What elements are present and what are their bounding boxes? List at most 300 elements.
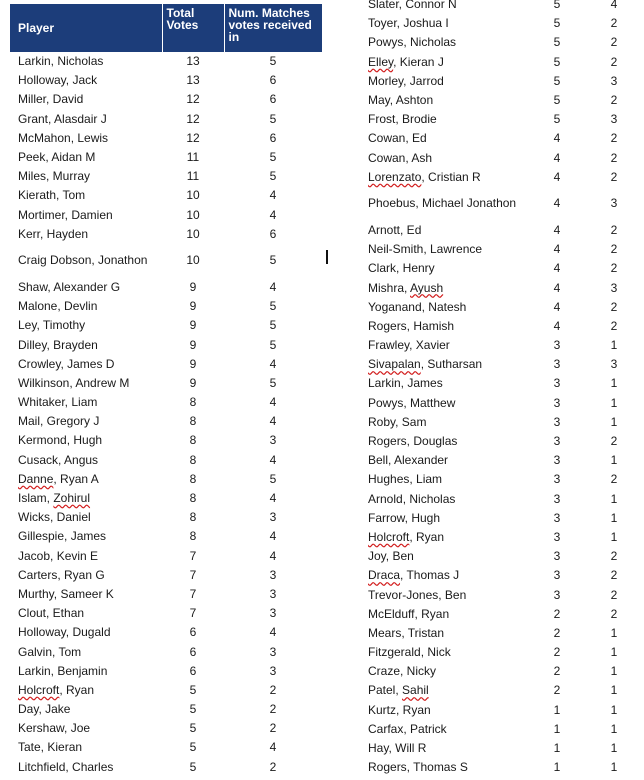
matches-count-cell: 1: [610, 645, 618, 660]
matches-count-cell: 2: [610, 587, 618, 602]
total-votes-cell: 5: [553, 0, 561, 12]
player-column-header: Player: [10, 4, 162, 52]
total-votes-cell: 13: [186, 54, 200, 69]
table-row: [10, 758, 322, 777]
spellcheck-flagged-word: Lorenzato: [368, 169, 422, 184]
total-votes-cell: 3: [553, 395, 561, 410]
total-votes-cell: 2: [553, 645, 561, 660]
table-row: [366, 451, 640, 470]
total-votes-cell: 4: [553, 196, 561, 211]
spellcheck-flagged-word: Holcroft: [368, 529, 410, 544]
total-votes-cell: 8: [189, 471, 197, 486]
table-row: [366, 662, 640, 681]
player-name-cell: Clark, Henry: [368, 261, 435, 276]
table-row: [10, 225, 322, 244]
matches-count-cell: 1: [610, 702, 618, 717]
table-row: [366, 72, 640, 91]
total-votes-cell: 1: [553, 760, 561, 775]
table-row: [10, 700, 322, 719]
total-votes-cell: 1: [553, 721, 561, 736]
table-row: [10, 316, 322, 335]
player-name-cell: Frost, Brodie: [368, 112, 437, 127]
total-votes-cell: 6: [189, 625, 197, 640]
matches-count-cell: 6: [269, 73, 277, 88]
player-name-cell: Kermond, Hugh: [18, 433, 103, 448]
table-row: [366, 739, 640, 758]
total-votes-cell: 5: [553, 54, 561, 69]
player-name-cell: Shaw, Alexander G: [18, 279, 121, 294]
total-votes-cell: 8: [189, 529, 197, 544]
matches-count-cell: 2: [610, 549, 618, 564]
matches-count-cell: 4: [269, 188, 277, 203]
matches-count-cell: 5: [269, 54, 277, 69]
player-name-cell: Peek, Aidan M: [18, 150, 96, 165]
total-votes-cell: 5: [553, 73, 561, 88]
matches-count-cell: 6: [269, 226, 277, 241]
table-row: [366, 110, 640, 129]
spellcheck-flagged-word: Danne: [18, 471, 54, 486]
matches-count-cell: 4: [269, 452, 277, 467]
matches-count-cell: 5: [269, 299, 277, 314]
total-votes-cell: 4: [553, 299, 561, 314]
matches-count-cell: 1: [610, 664, 618, 679]
spellcheck-flagged-word: Draca: [368, 568, 401, 583]
total-votes-column-header: Total Votes: [162, 4, 224, 52]
table-row: [366, 720, 640, 739]
player-name-cell: Powys, Nicholas: [368, 35, 457, 50]
matches-count-cell: 3: [269, 433, 277, 448]
table-row: [366, 470, 640, 489]
player-name-cell: Cowan, Ash: [368, 150, 433, 165]
table-row: [366, 336, 640, 355]
matches-count-cell: 2: [269, 759, 277, 774]
matches-count-cell: 3: [610, 112, 618, 127]
table-row: [10, 642, 322, 661]
player-name-cell: Cowan, Ed: [368, 131, 427, 146]
matches-count-cell: 3: [269, 644, 277, 659]
player-name-cell: Jacob, Kevin E: [18, 548, 99, 563]
total-votes-cell: 6: [189, 644, 197, 659]
matches-column-header: Num. Matches votes received in: [224, 4, 322, 52]
total-votes-cell: 3: [553, 568, 561, 583]
player-name-cell: Kierath, Tom: [18, 188, 86, 203]
table-row: [10, 52, 322, 71]
player-name-cell: Phoebus, Michael Jonathon: [368, 196, 517, 211]
player-name-cell: Malone, Devlin: [18, 299, 98, 314]
total-votes-cell: 3: [553, 587, 561, 602]
total-votes-cell: 2: [553, 664, 561, 679]
total-votes-cell: 8: [189, 452, 197, 467]
player-name-cell: Slater, Connor N: [368, 0, 457, 12]
total-votes-cell: 10: [186, 253, 200, 268]
matches-count-cell: 5: [269, 471, 277, 486]
player-name-cell: Clout, Ethan: [18, 606, 85, 621]
player-name-cell: Rogers, Thomas S: [368, 760, 468, 775]
table-row: [366, 278, 640, 297]
matches-count-cell: 2: [610, 472, 618, 487]
total-votes-cell: 4: [553, 131, 561, 146]
total-votes-cell: 5: [189, 702, 197, 717]
table-row: [10, 71, 322, 90]
table-row: [366, 298, 640, 317]
table-row: [10, 186, 322, 205]
matches-count-cell: 2: [610, 131, 618, 146]
table-row: [366, 547, 640, 566]
player-name-cell: Farrow, Hugh: [368, 510, 441, 525]
player-name-cell: Mortimer, Damien: [18, 207, 113, 222]
matches-count-cell: 5: [269, 318, 277, 333]
table-row: [10, 431, 322, 450]
matches-count-cell: 2: [610, 54, 618, 69]
table-row: [366, 605, 640, 624]
matches-count-cell: 5: [269, 169, 277, 184]
table-row: [366, 53, 640, 72]
total-votes-cell: 5: [553, 93, 561, 108]
table-row: [10, 566, 322, 585]
table-row: [10, 297, 322, 316]
matches-count-cell: 2: [610, 93, 618, 108]
player-name-cell: Mail, Gregory J: [18, 414, 100, 429]
player-name-cell: Craig Dobson, Jonathon: [18, 253, 148, 268]
table-row: [366, 432, 640, 451]
total-votes-cell: 4: [553, 318, 561, 333]
player-name-cell: Gillespie, James: [18, 529, 107, 544]
player-name-cell: McMahon, Lewis: [18, 130, 109, 145]
player-name-cell: Danne, Ryan A: [18, 471, 99, 486]
total-votes-cell: 5: [553, 16, 561, 31]
player-name-cell: Holcroft, Ryan: [18, 682, 95, 697]
total-votes-cell: 3: [553, 472, 561, 487]
table-row: [10, 412, 322, 431]
table-row: [10, 738, 322, 757]
total-votes-cell: 5: [189, 740, 197, 755]
total-votes-cell: 2: [553, 625, 561, 640]
table-row: [10, 489, 322, 508]
player-name-cell: Cusack, Angus: [18, 452, 99, 467]
matches-count-cell: 4: [269, 414, 277, 429]
total-votes-cell: 8: [189, 395, 197, 410]
table-row: [366, 681, 640, 700]
player-name-cell: Litchfield, Charles: [18, 759, 114, 774]
matches-count-cell: 3: [610, 73, 618, 88]
table-row: [366, 317, 640, 336]
total-votes-cell: 6: [189, 663, 197, 678]
player-name-cell: Hay, Will R: [368, 741, 427, 756]
table-row: [10, 167, 322, 186]
text-cursor: [326, 250, 328, 264]
matches-count-cell: 2: [269, 721, 277, 736]
table-row: [366, 240, 640, 259]
player-name-cell: Bell, Alexander: [368, 453, 449, 468]
player-name-cell: Sivapalan, Sutharsan: [368, 357, 483, 372]
table-row: [10, 547, 322, 566]
table-row: [366, 394, 640, 413]
table-row: [10, 278, 322, 297]
matches-count-cell: 3: [610, 280, 618, 295]
player-name-cell: Neil-Smith, Lawrence: [368, 242, 483, 257]
matches-count-cell: 3: [610, 196, 618, 211]
matches-count-cell: 1: [610, 721, 618, 736]
total-votes-cell: 9: [189, 337, 197, 352]
total-votes-cell: 1: [553, 702, 561, 717]
spellcheck-flagged-word: Holcroft: [18, 682, 60, 697]
total-votes-cell: 9: [189, 375, 197, 390]
total-votes-cell: 9: [189, 299, 197, 314]
total-votes-cell: 8: [189, 414, 197, 429]
player-name-cell: Miller, David: [18, 92, 84, 107]
table-row: [366, 566, 640, 585]
total-votes-cell: 8: [189, 433, 197, 448]
player-name-cell: May, Ashton: [368, 93, 434, 108]
player-name-cell: Holloway, Jack: [18, 73, 98, 88]
player-name-cell: Larkin, James: [368, 376, 443, 391]
player-name-cell: Day, Jake: [18, 702, 71, 717]
matches-count-cell: 4: [269, 491, 277, 506]
matches-count-cell: 3: [269, 586, 277, 601]
total-votes-cell: 3: [553, 549, 561, 564]
matches-count-cell: 2: [610, 606, 618, 621]
player-name-cell: Rogers, Douglas: [368, 434, 458, 449]
player-name-cell: Kerr, Hayden: [18, 226, 89, 241]
total-votes-cell: 3: [553, 338, 561, 353]
table-header-row: [10, 4, 322, 52]
total-votes-cell: 3: [553, 414, 561, 429]
spellcheck-flagged-word: Sivapalan: [368, 357, 421, 372]
player-name-cell: Arnott, Ed: [368, 222, 422, 237]
matches-count-cell: 2: [610, 434, 618, 449]
total-votes-cell: 12: [186, 130, 200, 145]
matches-count-cell: 2: [610, 35, 618, 50]
table-row: [10, 451, 322, 470]
total-votes-cell: 5: [189, 759, 197, 774]
total-votes-cell: 2: [553, 683, 561, 698]
table-row: [366, 509, 640, 528]
spellcheck-flagged-word: Sahil: [402, 683, 429, 698]
matches-count-cell: 5: [269, 375, 277, 390]
player-name-cell: Holloway, Dugald: [18, 625, 111, 640]
table-row: [10, 470, 322, 489]
total-votes-cell: 8: [189, 510, 197, 525]
player-name-cell: Whitaker, Liam: [18, 395, 98, 410]
player-name-cell: Kurtz, Ryan: [368, 702, 431, 717]
table-row: [366, 701, 640, 720]
matches-count-cell: 5: [269, 111, 277, 126]
matches-count-cell: 1: [610, 529, 618, 544]
matches-count-cell: 2: [269, 702, 277, 717]
matches-count-cell: 1: [610, 338, 618, 353]
player-name-cell: Murthy, Sameer K: [18, 586, 114, 601]
total-votes-cell: 10: [186, 226, 200, 241]
total-votes-cell: 12: [186, 111, 200, 126]
table-row: [10, 604, 322, 623]
player-name-cell: Roby, Sam: [368, 414, 427, 429]
matches-count-cell: 1: [610, 741, 618, 756]
total-votes-cell: 7: [189, 548, 197, 563]
spellcheck-flagged-word: Ayush: [410, 280, 444, 295]
matches-count-cell: 4: [269, 529, 277, 544]
player-name-cell: Toyer, Joshua I: [368, 16, 449, 31]
matches-count-cell: 2: [610, 150, 618, 165]
table-row: [366, 221, 640, 240]
votes-table-right: [366, 0, 640, 777]
total-votes-cell: 11: [186, 150, 200, 165]
total-votes-cell: 3: [553, 434, 561, 449]
total-votes-cell: 9: [189, 356, 197, 371]
table-row: [10, 527, 322, 546]
total-votes-cell: 7: [189, 606, 197, 621]
player-name-cell: Miles, Murray: [18, 169, 91, 184]
player-name-cell: Lorenzato, Cristian R: [368, 169, 481, 184]
total-votes-cell: 3: [553, 491, 561, 506]
player-name-cell: Arnold, Nicholas: [368, 491, 456, 506]
table-row: [10, 681, 322, 700]
matches-count-cell: 4: [269, 548, 277, 563]
table-row: [10, 719, 322, 738]
total-votes-cell: 9: [189, 318, 197, 333]
total-votes-cell: 13: [186, 73, 200, 88]
table-row: [10, 585, 322, 604]
table-row: [366, 91, 640, 110]
total-votes-cell: 7: [189, 586, 197, 601]
table-row: [10, 148, 322, 167]
player-name-cell: Kershaw, Joe: [18, 721, 91, 736]
player-name-cell: Carters, Ryan G: [18, 567, 105, 582]
total-votes-cell: 4: [553, 280, 561, 295]
player-name-cell: Mishra, Ayush: [368, 280, 444, 295]
matches-count-cell: 5: [269, 150, 277, 165]
matches-count-cell: 3: [269, 510, 277, 525]
matches-count-cell: 1: [610, 414, 618, 429]
total-votes-cell: 3: [553, 357, 561, 372]
table-row: [366, 413, 640, 432]
table-row: [10, 244, 322, 278]
spellcheck-flagged-word: Elley: [368, 54, 394, 69]
player-name-cell: Carfax, Patrick: [368, 721, 447, 736]
player-name-cell: Fitzgerald, Nick: [368, 645, 451, 660]
matches-count-cell: 4: [269, 207, 277, 222]
player-name-cell: Frawley, Xavier: [368, 338, 450, 353]
player-name-cell: Dilley, Brayden: [18, 337, 98, 352]
player-name-cell: Larkin, Benjamin: [18, 663, 108, 678]
table-row: [366, 0, 640, 14]
table-row: [366, 168, 640, 187]
matches-count-cell: 5: [269, 337, 277, 352]
matches-count-cell: 4: [269, 279, 277, 294]
table-row: [10, 90, 322, 109]
table-row: [366, 187, 640, 221]
matches-count-cell: 1: [610, 491, 618, 506]
player-name-cell: Hughes, Liam: [368, 472, 443, 487]
player-name-cell: Mears, Tristan: [368, 625, 445, 640]
table-row: [366, 259, 640, 278]
player-name-cell: Wicks, Daniel: [18, 510, 91, 525]
total-votes-cell: 10: [186, 207, 200, 222]
matches-count-cell: 3: [269, 606, 277, 621]
matches-count-cell: 3: [610, 357, 618, 372]
matches-count-cell: 1: [610, 453, 618, 468]
player-name-cell: Galvin, Tom: [18, 644, 82, 659]
votes-table-left: [10, 4, 323, 777]
total-votes-cell: 12: [186, 92, 200, 107]
player-name-cell: Islam, Zohirul: [18, 491, 91, 506]
matches-count-cell: 3: [269, 663, 277, 678]
table-row: [366, 624, 640, 643]
total-votes-cell: 7: [189, 567, 197, 582]
player-name-cell: Crowley, James D: [18, 356, 115, 371]
total-votes-cell: 4: [553, 150, 561, 165]
table-row: [10, 206, 322, 225]
table-row: [366, 149, 640, 168]
table-row: [10, 623, 322, 642]
matches-count-cell: 2: [610, 261, 618, 276]
matches-count-cell: 1: [610, 760, 618, 775]
table-row: [366, 14, 640, 33]
total-votes-cell: 4: [553, 261, 561, 276]
table-row: [10, 129, 322, 148]
player-name-cell: Larkin, Nicholas: [18, 54, 104, 69]
player-name-cell: Craze, Nicky: [368, 664, 437, 679]
total-votes-cell: 4: [553, 242, 561, 257]
player-name-cell: Powys, Matthew: [368, 395, 456, 410]
total-votes-cell: 1: [553, 741, 561, 756]
player-name-cell: Trevor-Jones, Ben: [368, 587, 467, 602]
total-votes-cell: 10: [186, 188, 200, 203]
table-row: [10, 335, 322, 354]
total-votes-cell: 5: [189, 682, 197, 697]
table-row: [10, 110, 322, 129]
table-row: [366, 490, 640, 509]
total-votes-cell: 2: [553, 606, 561, 621]
matches-count-cell: 2: [610, 568, 618, 583]
player-name-cell: Draca, Thomas J: [368, 568, 460, 583]
matches-count-cell: 2: [610, 16, 618, 31]
table-row: [10, 508, 322, 527]
matches-count-cell: 1: [610, 683, 618, 698]
total-votes-cell: 3: [553, 453, 561, 468]
matches-count-cell: 1: [610, 510, 618, 525]
total-votes-cell: 4: [553, 169, 561, 184]
player-name-cell: McElduff, Ryan: [368, 606, 450, 621]
table-row: [366, 33, 640, 52]
matches-count-cell: 2: [610, 169, 618, 184]
spellcheck-flagged-word: Zohirul: [53, 491, 91, 506]
table-row: [366, 585, 640, 604]
table-row: [366, 528, 640, 547]
matches-count-cell: 4: [269, 395, 277, 410]
total-votes-cell: 4: [553, 222, 561, 237]
table-row: [366, 643, 640, 662]
player-name-cell: Yoganand, Natesh: [368, 299, 467, 314]
player-name-cell: Holcroft, Ryan: [368, 529, 445, 544]
matches-count-cell: 6: [269, 92, 277, 107]
matches-count-cell: 6: [269, 130, 277, 145]
table-row: [366, 758, 640, 777]
matches-count-cell: 4: [610, 0, 618, 12]
player-name-cell: Rogers, Hamish: [368, 318, 455, 333]
player-name-cell: Ley, Timothy: [18, 318, 86, 333]
matches-count-cell: 2: [610, 222, 618, 237]
player-name-cell: Elley, Kieran J: [368, 54, 444, 69]
matches-count-cell: 2: [610, 318, 618, 333]
table-row: [366, 129, 640, 148]
matches-count-cell: 4: [269, 740, 277, 755]
matches-count-cell: 2: [269, 682, 277, 697]
table-row: [366, 355, 640, 374]
player-name-cell: Joy, Ben: [368, 549, 414, 564]
player-name-cell: Patel, Sahil: [368, 683, 429, 698]
table-row: [10, 393, 322, 412]
matches-count-cell: 1: [610, 625, 618, 640]
